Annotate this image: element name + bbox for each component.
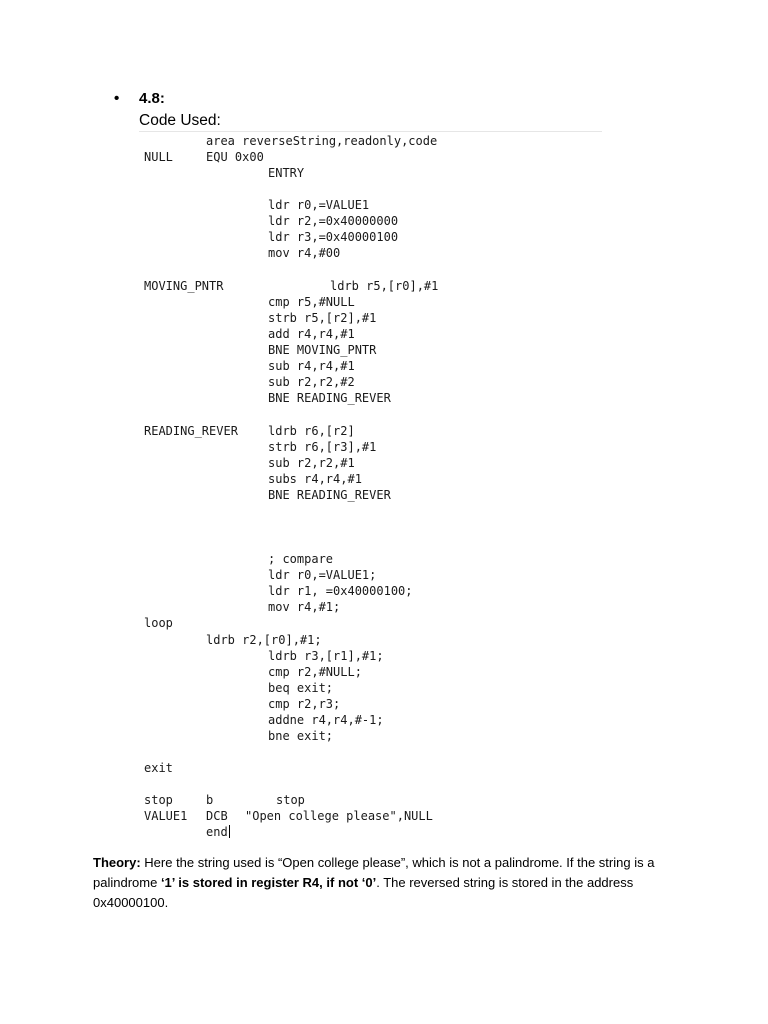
- code-line: EQU 0x00: [206, 150, 264, 164]
- theory-paragraph: [93, 853, 673, 913]
- code-line: ldr r0,=VALUE1: [268, 198, 370, 212]
- theory-text: Here the string used is “Open college please”, which is not a palindrome. If the string is a palindrome: [93, 855, 655, 890]
- code-label: loop: [144, 616, 173, 630]
- code-line: stop: [276, 793, 305, 807]
- code-line: cmp r5,#NULL: [268, 295, 355, 309]
- code-line: DCB: [206, 809, 228, 823]
- code-label: VALUE1: [144, 809, 188, 823]
- code-line: "Open college please",NULL: [245, 809, 433, 823]
- list-bullet: •: [114, 90, 120, 107]
- section-number: 4.8:: [139, 90, 165, 107]
- code-label: NULL: [144, 150, 173, 164]
- code-label: MOVING_PNTR: [144, 279, 224, 293]
- code-line: beq exit;: [268, 681, 334, 695]
- theory-emphasis: ‘1’ is stored in register R4, if not ‘0’: [160, 875, 377, 890]
- code-label: READING_REVER: [144, 424, 238, 438]
- code-line: subs r4,r4,#1: [268, 472, 362, 486]
- code-line: sub r2,r2,#2: [268, 375, 355, 389]
- code-label: stop: [144, 793, 173, 807]
- code-line: mov r4,#00: [268, 246, 341, 260]
- code-line: strb r5,[r2],#1: [268, 311, 377, 325]
- code-line: mov r4,#1;: [268, 600, 341, 614]
- code-line: ldr r3,=0x40000100: [268, 230, 399, 244]
- code-line: ldrb r2,[r0],#1;: [206, 633, 322, 647]
- code-line: ldr r2,=0x40000000: [268, 214, 399, 228]
- code-line: sub r2,r2,#1: [268, 456, 355, 470]
- code-line: strb r6,[r3],#1: [268, 440, 377, 454]
- code-line: sub r4,r4,#1: [268, 359, 355, 373]
- code-line: cmp r2,r3;: [268, 697, 341, 711]
- code-line: ldr r1, =0x40000100;: [268, 584, 413, 598]
- code-comment: ; compare: [268, 552, 334, 566]
- code-line: BNE MOVING_PNTR: [268, 343, 377, 357]
- code-line: ldrb r3,[r1],#1;: [268, 649, 384, 663]
- code-line: BNE READING_REVER: [268, 488, 391, 502]
- code-line: BNE READING_REVER: [268, 391, 391, 405]
- theory-text-end: . The reversed string is stored in the address 0x40000100.: [93, 875, 634, 910]
- code-line: ldrb r5,[r0],#1: [330, 279, 439, 293]
- code-line: ldrb r6,[r2]: [268, 424, 355, 438]
- code-line: ldr r0,=VALUE1;: [268, 568, 377, 582]
- code-line-end: [206, 824, 230, 840]
- code-line: b: [206, 793, 214, 807]
- code-line: area reverseString,readonly,code: [206, 134, 438, 148]
- section-subtitle: Code Used:: [139, 112, 221, 129]
- code-label: exit: [144, 761, 173, 775]
- code-line: end: [206, 825, 228, 839]
- code-line: addne r4,r4,#-1;: [268, 713, 384, 727]
- code-line: bne exit;: [268, 729, 334, 743]
- text-cursor: [229, 825, 230, 838]
- theory-label: Theory:: [93, 855, 141, 870]
- code-line: cmp r2,#NULL;: [268, 665, 362, 679]
- code-line: ENTRY: [268, 166, 305, 180]
- code-line: add r4,r4,#1: [268, 327, 355, 341]
- code-top-rule: [139, 131, 602, 132]
